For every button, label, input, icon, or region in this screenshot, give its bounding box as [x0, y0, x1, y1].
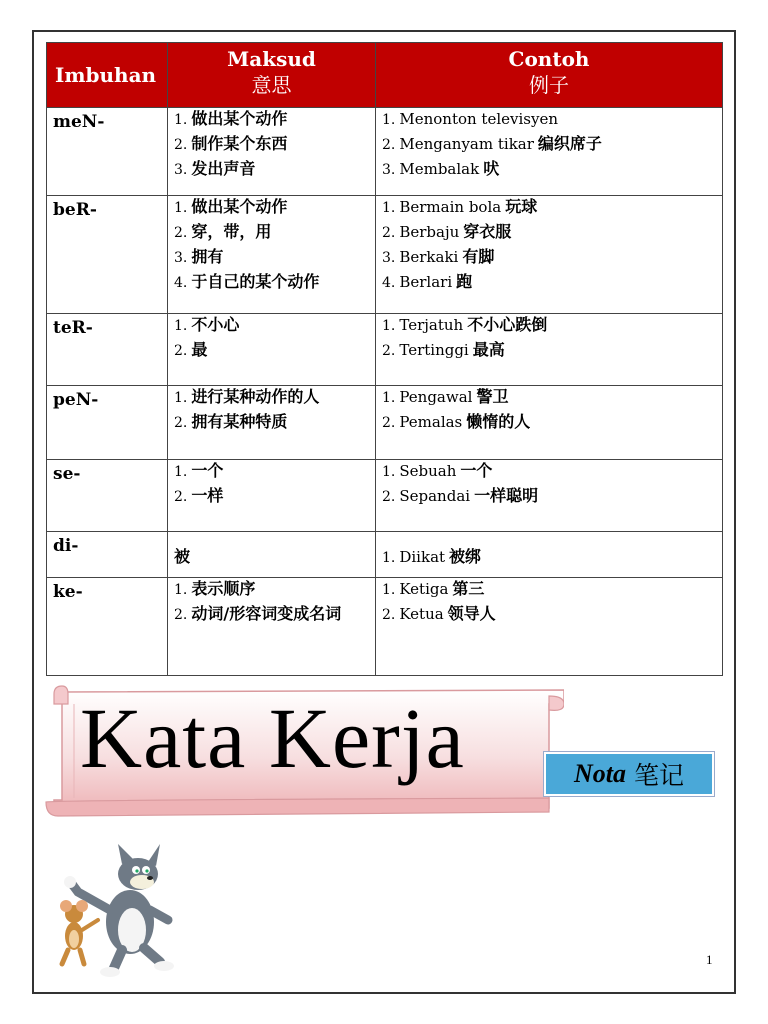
example-translation: 玩球	[505, 197, 538, 216]
example-cell	[376, 460, 723, 532]
example-item	[382, 135, 722, 154]
meaning-text: 于自己的某个动作	[191, 272, 320, 291]
example-item	[382, 413, 722, 432]
example-word: Membalak	[399, 160, 480, 178]
example-translation: 一个	[460, 461, 493, 480]
prefix-cell: ke-	[47, 578, 168, 676]
example-cell	[376, 578, 723, 676]
item-number: 2.	[174, 343, 188, 359]
meaning-text: 不小心	[191, 315, 240, 334]
table-row	[47, 314, 723, 386]
example-translation: 有脚	[462, 247, 495, 266]
header-contoh	[376, 43, 723, 108]
item-number: 2.	[382, 343, 396, 359]
item-number: 2.	[382, 225, 396, 241]
prefix-cell: di-	[47, 532, 168, 578]
meaning-cell	[168, 196, 376, 314]
example-item	[382, 487, 722, 506]
item-number: 4.	[174, 275, 188, 291]
example-item	[382, 248, 722, 267]
table-row	[47, 460, 723, 532]
meaning-text: 一个	[191, 461, 224, 480]
example-word: Tertinggi	[399, 341, 469, 359]
example-item	[382, 160, 722, 179]
item-number: 1.	[382, 550, 396, 566]
table-row	[47, 196, 723, 314]
example-word: Menganyam tikar	[399, 135, 534, 153]
banner-title: Kata Kerja	[80, 690, 465, 786]
meaning-item	[174, 548, 375, 566]
meaning-text: 一样	[191, 486, 224, 505]
item-number: 1.	[174, 200, 188, 216]
meaning-item	[174, 462, 375, 481]
meaning-text: 穿，带，用	[191, 222, 272, 241]
item-number: 1.	[382, 464, 396, 480]
example-word: Pengawal	[399, 388, 473, 406]
example-translation: 不小心跌倒	[467, 315, 548, 334]
example-translation: 懒惰的人	[466, 412, 531, 431]
example-translation: 第三	[452, 579, 485, 598]
item-number: 2.	[382, 607, 396, 623]
meaning-item	[174, 110, 375, 129]
example-item	[382, 462, 722, 481]
example-cell	[376, 108, 723, 196]
example-translation: 一样聪明	[474, 486, 539, 505]
item-number: 1.	[382, 390, 396, 406]
item-number: 3.	[382, 162, 396, 178]
meaning-text: 表示顺序	[191, 579, 256, 598]
item-number: 2.	[174, 489, 188, 505]
meaning-item	[174, 160, 375, 179]
nota-label-en: Nota	[573, 759, 626, 788]
example-word: Ketua	[399, 605, 444, 623]
example-word: Berlari	[399, 273, 453, 291]
meaning-cell	[168, 460, 376, 532]
meaning-text: 发出声音	[191, 159, 256, 178]
nota-badge	[544, 752, 714, 796]
example-word: Pemalas	[399, 413, 463, 431]
table-row	[47, 532, 723, 578]
meaning-cell	[168, 108, 376, 196]
meaning-item	[174, 605, 375, 624]
meaning-item	[174, 316, 375, 335]
item-number: 3.	[382, 250, 396, 266]
example-word: Ketiga	[399, 580, 449, 598]
example-word: Berkaki	[399, 248, 459, 266]
example-translation: 穿衣服	[463, 222, 512, 241]
meaning-item	[174, 487, 375, 506]
item-number: 3.	[174, 250, 188, 266]
meaning-cell	[168, 532, 376, 578]
meaning-item	[174, 413, 375, 432]
item-number: 1.	[382, 582, 396, 598]
prefix-cell: se-	[47, 460, 168, 532]
example-item	[382, 341, 722, 360]
example-translation: 吠	[483, 159, 500, 178]
header-maksud-cn: 意思	[251, 73, 292, 97]
example-item	[382, 198, 722, 217]
example-item	[382, 273, 722, 292]
item-number: 2.	[382, 489, 396, 505]
meaning-text: 动词/形容词变成名词	[191, 604, 342, 623]
example-word: Terjatuh	[399, 316, 464, 334]
meaning-cell	[168, 314, 376, 386]
example-word: Sepandai	[399, 487, 471, 505]
item-number: 2.	[382, 137, 396, 153]
item-number: 2.	[382, 415, 396, 431]
example-item	[382, 388, 722, 407]
example-word: Berbaju	[399, 223, 460, 241]
example-item	[382, 223, 722, 242]
table-row	[47, 108, 723, 196]
meaning-text: 最	[191, 340, 208, 359]
meaning-text: 被	[174, 547, 191, 566]
cat-and-mouse-illustration	[48, 840, 188, 980]
item-number: 2.	[174, 607, 188, 623]
meaning-item	[174, 388, 375, 407]
header-maksud	[168, 43, 376, 108]
imbuhan-table	[46, 42, 723, 676]
item-number: 1.	[382, 112, 396, 128]
meaning-item	[174, 580, 375, 599]
header-imbuhan: Imbuhan	[47, 43, 168, 108]
item-number: 1.	[382, 318, 396, 334]
meaning-item	[174, 273, 375, 292]
prefix-cell: peN-	[47, 386, 168, 460]
item-number: 4.	[382, 275, 396, 291]
meaning-item	[174, 223, 375, 242]
example-translation: 警卫	[476, 387, 509, 406]
meaning-text: 做出某个动作	[191, 197, 288, 216]
prefix-cell: teR-	[47, 314, 168, 386]
prefix-cell: meN-	[47, 108, 168, 196]
table-row	[47, 578, 723, 676]
example-translation: 领导人	[447, 604, 496, 623]
example-cell	[376, 386, 723, 460]
item-number: 3.	[174, 162, 188, 178]
example-word: Bermain bola	[399, 198, 502, 216]
header-contoh-en: Contoh	[508, 47, 590, 71]
meaning-item	[174, 135, 375, 154]
example-word: Sebuah	[399, 462, 457, 480]
prefix-cell: beR-	[47, 196, 168, 314]
nota-label-cn: 笔记	[633, 761, 684, 790]
meaning-text: 做出某个动作	[191, 109, 288, 128]
item-number: 2.	[174, 137, 188, 153]
meaning-text: 拥有	[191, 247, 224, 266]
example-item	[382, 110, 722, 129]
example-item	[382, 548, 722, 567]
page-number: 1	[706, 952, 713, 967]
item-number: 1.	[174, 582, 188, 598]
item-number: 1.	[174, 112, 188, 128]
example-translation: 被绑	[449, 547, 482, 566]
meaning-cell	[168, 578, 376, 676]
item-number: 1.	[382, 200, 396, 216]
example-cell	[376, 314, 723, 386]
example-translation: 最高	[472, 340, 505, 359]
item-number: 1.	[174, 464, 188, 480]
example-word: Diikat	[399, 548, 446, 566]
item-number: 1.	[174, 318, 188, 334]
example-translation: 跑	[456, 272, 473, 291]
meaning-text: 进行某种动作的人	[191, 387, 320, 406]
header-maksud-en: Maksud	[227, 47, 316, 71]
example-cell	[376, 196, 723, 314]
table-header-row	[47, 43, 723, 108]
item-number: 2.	[174, 415, 188, 431]
meaning-item	[174, 341, 375, 360]
example-item	[382, 605, 722, 624]
example-translation: 编织席子	[537, 134, 602, 153]
meaning-item	[174, 198, 375, 217]
meaning-text: 制作某个东西	[191, 134, 288, 153]
header-contoh-cn: 例子	[529, 73, 569, 97]
example-word: Menonton televisyen	[399, 110, 558, 128]
meaning-text: 拥有某种特质	[191, 412, 288, 431]
example-item	[382, 316, 722, 335]
item-number: 1.	[174, 390, 188, 406]
item-number: 2.	[174, 225, 188, 241]
example-item	[382, 580, 722, 599]
meaning-item	[174, 248, 375, 267]
example-cell	[376, 532, 723, 578]
table-row	[47, 386, 723, 460]
meaning-cell	[168, 386, 376, 460]
